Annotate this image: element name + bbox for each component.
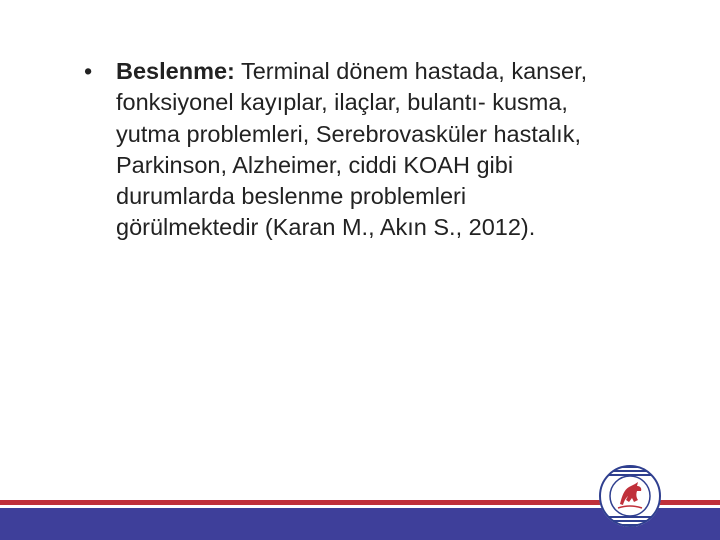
slide-body: [84, 56, 604, 244]
university-seal-icon: [598, 464, 662, 528]
bullet-text: Terminal dönem hastada, kanser, fonksiyonel kayıplar, ilaçlar, bulantı- kusma, yutma problemleri, Serebrovasküler hastalık, Parkinson, Alzheimer, ciddi KOAH gibi durumlarda beslenme problemleri görülmektedir (Karan M., Akın S., 2012).: [116, 58, 588, 241]
bullet-marker: •: [84, 58, 93, 84]
bullet-item: [84, 56, 604, 244]
bullet-term: Beslenme:: [116, 58, 235, 84]
